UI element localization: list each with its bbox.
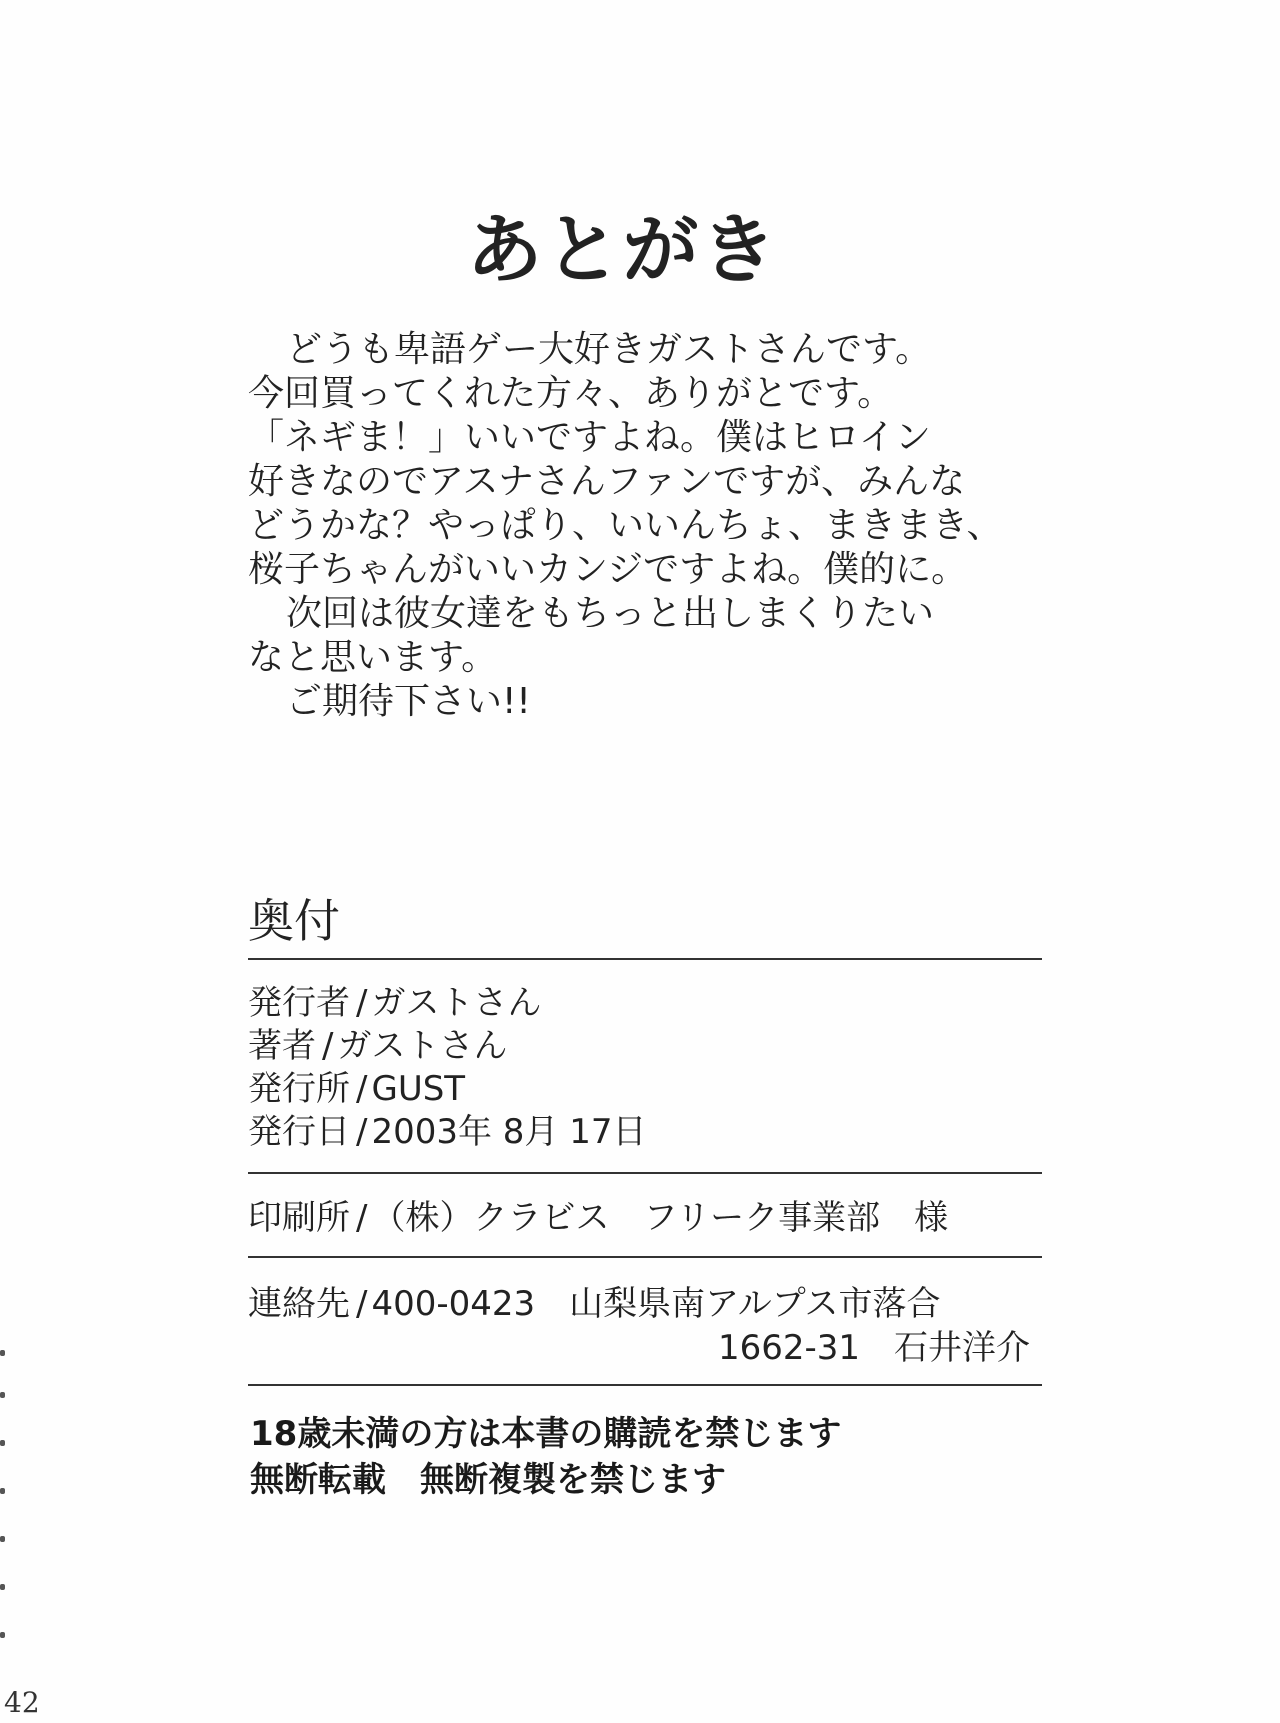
- afterword-line: ご期待下さい!!: [286, 681, 531, 722]
- separator: /: [356, 1112, 368, 1152]
- contact-label: 連絡先: [248, 1284, 350, 1324]
- page-number: 42: [4, 1686, 40, 1719]
- author-value: ガストさん: [337, 1026, 508, 1066]
- colophon-info: [248, 982, 1042, 1154]
- contact-address: 400-0423 山梨県南アルプス市落合: [371, 1284, 941, 1324]
- printer-label: 印刷所: [248, 1198, 350, 1238]
- afterword-line: 「ネギま！」いいですよね。僕はヒロイン: [248, 417, 931, 458]
- afterword-line: 次回は彼女達をもちっと出しまくりたい: [286, 593, 935, 634]
- colophon-title: 奥付: [248, 894, 340, 948]
- contact-row: [248, 1282, 1042, 1370]
- separator: /: [356, 983, 368, 1023]
- publisher-label: 発行者: [248, 983, 350, 1023]
- office-value: GUST: [371, 1069, 466, 1109]
- afterword-line: 好きなのでアスナさんファンですが、みんな: [248, 461, 966, 502]
- copyright-notice: 無断転載 無断複製を禁じます: [250, 1460, 726, 1500]
- separator: /: [356, 1069, 368, 1109]
- publisher-value: ガストさん: [371, 983, 542, 1023]
- afterword-line: どうも卑語ゲー大好きガストさんです。: [286, 329, 932, 370]
- separator: /: [356, 1284, 368, 1324]
- legal-notice: [250, 1411, 1044, 1503]
- age-restriction-notice: 18歳未満の方は本書の購読を禁じます: [250, 1414, 842, 1454]
- author-row: [248, 1025, 1042, 1068]
- colophon-divider: [248, 1172, 1042, 1174]
- separator: /: [322, 1026, 334, 1066]
- afterword-line: 桜子ちゃんがいいカンジですよね。僕的に。: [248, 549, 968, 590]
- afterword-body: [248, 328, 1028, 724]
- afterword-line: どうかな？やっぱり、いいんちょ、まきまき、: [248, 505, 1003, 546]
- printer-value: （株）クラビス フリーク事業部 様: [371, 1198, 949, 1238]
- colophon-divider: [248, 958, 1042, 960]
- office-label: 発行所: [248, 1069, 350, 1109]
- date-value: 2003年 8月 17日: [371, 1112, 647, 1152]
- date-label: 発行日: [248, 1112, 350, 1152]
- contact-line-2: 1662-31 石井洋介: [717, 1328, 1030, 1368]
- office-row: [248, 1068, 1042, 1111]
- afterword-title: あとがき: [466, 205, 779, 294]
- separator: /: [356, 1198, 368, 1238]
- colophon-divider: [248, 1384, 1042, 1386]
- author-label: 著者: [248, 1026, 316, 1066]
- printer-row: [248, 1196, 1042, 1240]
- date-row: [248, 1111, 1042, 1154]
- publisher-row: [248, 982, 1042, 1025]
- afterword-line: なと思います。: [248, 637, 498, 678]
- afterword-line: 今回買ってくれた方々、ありがとです。: [248, 373, 894, 414]
- contact-line-1: [248, 1282, 1042, 1326]
- colophon-divider: [248, 1256, 1042, 1258]
- binding-edge-marks: [0, 1340, 10, 1690]
